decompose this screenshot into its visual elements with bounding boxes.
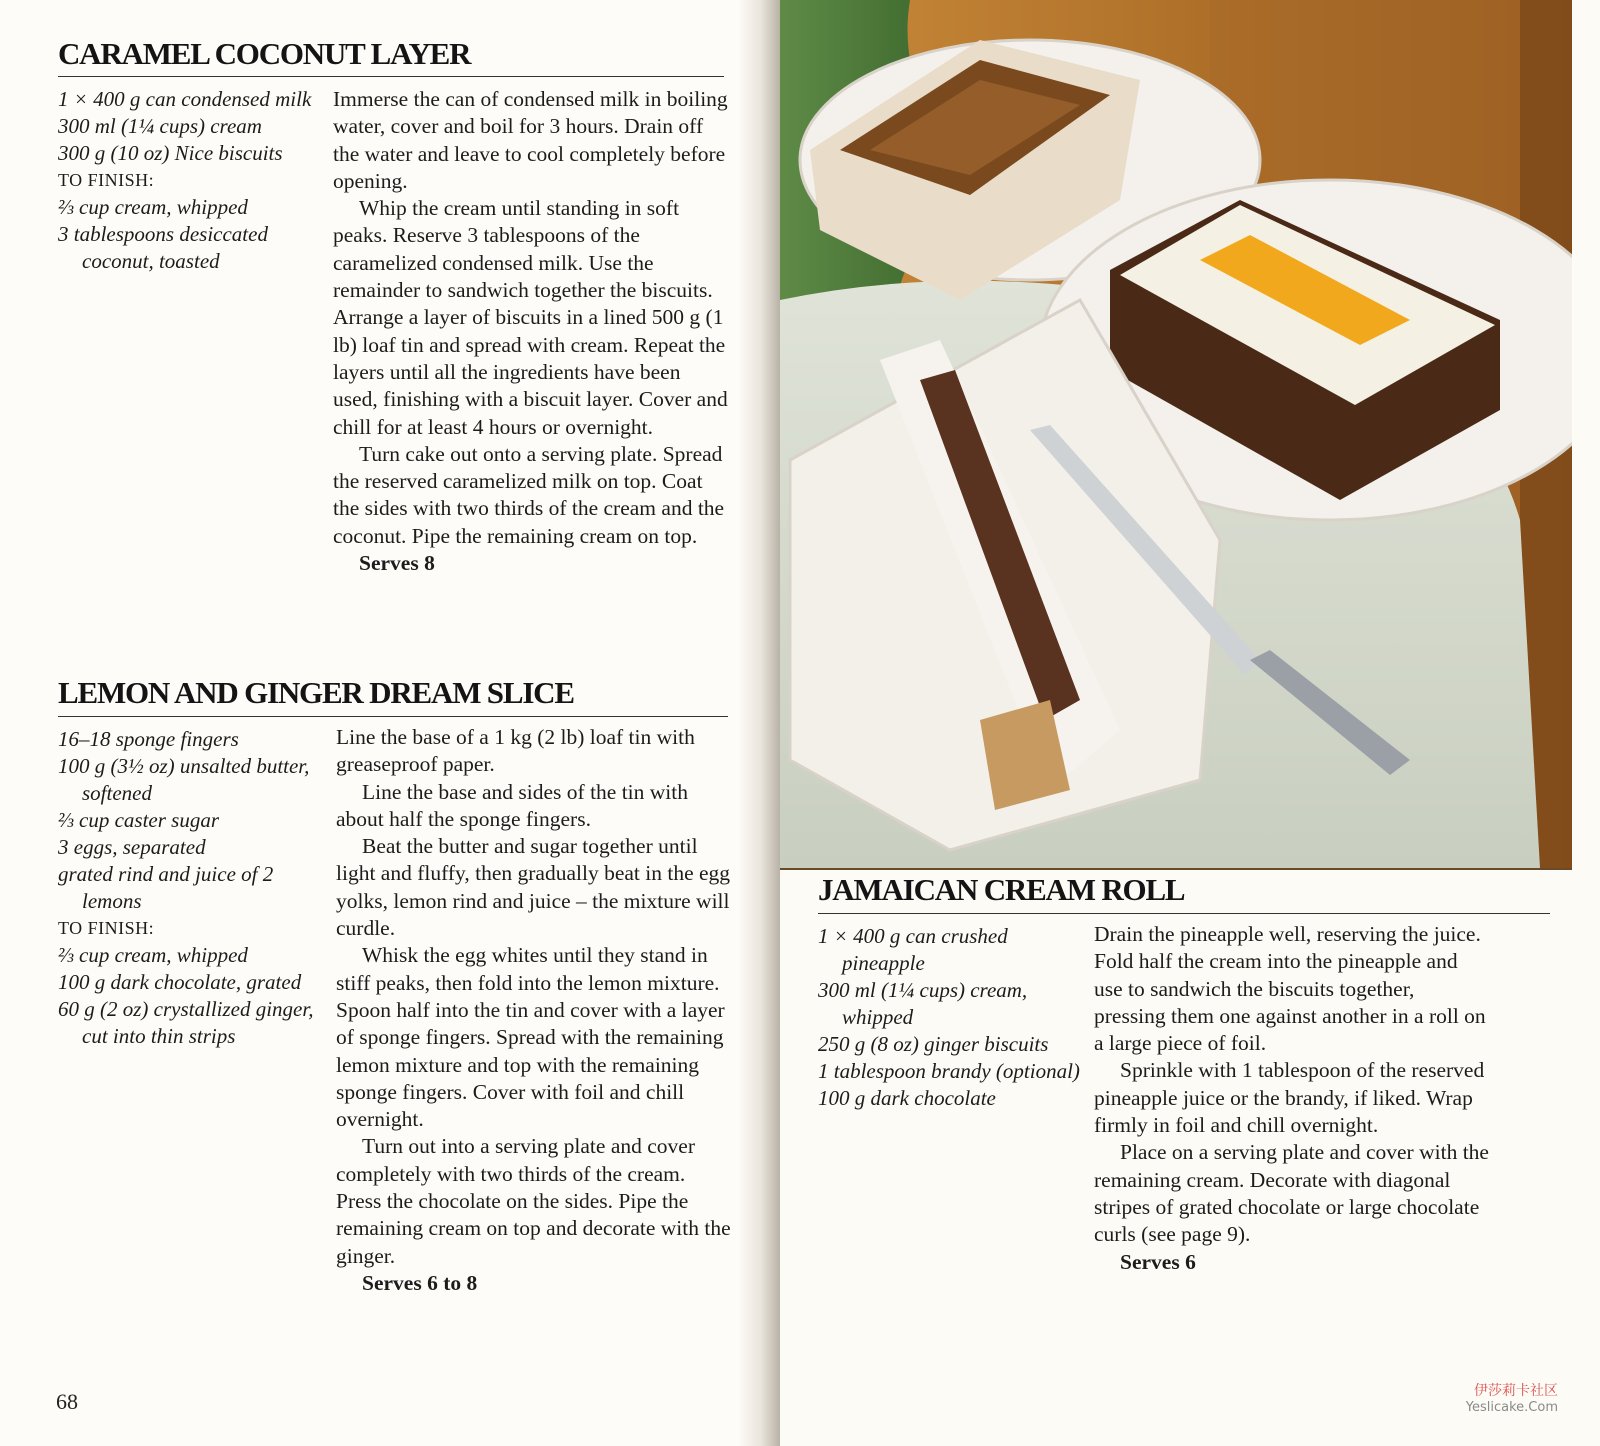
- caramel-recipe-title: CARAMEL COCONUT LAYER: [58, 36, 471, 71]
- lemon-ingredient: 60 g (2 oz) crystallized ginger, cut into thin strips: [58, 997, 314, 1048]
- watermark-chinese: 伊莎莉卡社区: [1474, 1383, 1558, 1399]
- caramel-ingredient: 1 × 400 g can condensed milk: [58, 87, 312, 111]
- caramel-serves: Serves 8: [359, 551, 435, 576]
- lemon-ingredient: 100 g dark chocolate, grated: [58, 970, 302, 994]
- site-watermark: [1466, 1380, 1558, 1415]
- jamaican-method-paragraph: Sprinkle with 1 tablespoon of the reserved pineapple juice or the brandy, if liked. Wrap firmly in foil and chill overnight.: [1094, 1058, 1485, 1138]
- caramel-ingredient: 300 g (10 oz) Nice biscuits: [58, 141, 283, 165]
- lemon-method-paragraph: Line the base of a 1 kg (2 lb) loaf tin with greaseproof paper.: [336, 725, 695, 777]
- caramel-method-paragraph: Turn cake out onto a serving plate. Spread the reserved caramelized milk on top. Coat the sides with two thirds of the cream and the coconut. Pipe the remaining cream on top.: [333, 441, 725, 548]
- lemon-ingredient: 3 eggs, separated: [58, 835, 206, 859]
- jamaican-ingredient-list: [818, 923, 1080, 1112]
- caramel-ingredient: TO FINISH:: [58, 170, 155, 190]
- caramel-ingredient: 3 tablespoons desiccated coconut, toasted: [58, 222, 268, 273]
- lemon-ingredient: ⅔ cup caster sugar: [58, 808, 219, 832]
- caramel-ingredient: ⅔ cup cream, whipped: [58, 195, 248, 219]
- lemon-method-paragraph: Line the base and sides of the tin with about half the sponge fingers.: [336, 779, 689, 831]
- dessert-photo-icon: [780, 0, 1572, 868]
- jamaican-recipe-title: JAMAICAN CREAM ROLL: [818, 872, 1185, 907]
- page-number-left: 68: [56, 1389, 78, 1414]
- caramel-method-paragraph: Immerse the can of condensed milk in boiling water, cover and boil for 3 hours. Drain off the water and leave to cool completely before opening.: [333, 87, 728, 193]
- lemon-recipe-title: LEMON AND GINGER DREAM SLICE: [58, 675, 574, 710]
- jamaican-method-paragraph: Drain the pineapple well, reserving the juice. Fold half the cream into the pineapple and use to sandwich the biscuits together, pressing them one against another in a roll on a large piece of foil.: [1094, 922, 1486, 1056]
- jamaican-method: [1094, 921, 1490, 1276]
- lemon-method-paragraph: Turn out into a serving plate and cover completely with two thirds of the cream. Press the chocolate on the sides. Pipe the remaining cream on top and decorate with the ginger.: [336, 1134, 731, 1268]
- watermark-url: Yeslicake.Com: [1465, 1400, 1558, 1415]
- jamaican-ingredient: 250 g (8 oz) ginger biscuits: [818, 1032, 1049, 1056]
- jamaican-ingredient: 100 g dark chocolate: [818, 1086, 996, 1110]
- lemon-ingredient-list: [58, 726, 320, 1050]
- book-gutter: [738, 0, 780, 1446]
- lemon-method: [336, 724, 734, 1297]
- caramel-method: [333, 86, 729, 577]
- caramel-method-paragraph: Whip the cream until standing in soft peaks. Reserve 3 tablespoons of the caramelized condensed milk. Use the remainder to sandwich together the biscuits. Arrange a layer of biscuits in a lined 500 g (1 lb) loaf tin and spread with cream. Repeat the layers until all the ingredients have been used, finishing with a biscuit layer. Cover and chill for at least 4 hours or overnight.: [333, 196, 728, 439]
- lemon-method-paragraph: Beat the butter and sugar together until light and fluffy, then gradually beat in the egg yolks, lemon rind and juice – the mixture will curdle.: [336, 834, 731, 941]
- lemon-serves: Serves 6 to 8: [362, 1270, 478, 1295]
- caramel-ingredient: 300 ml (1¼ cups) cream: [58, 114, 262, 138]
- jamaican-ingredient: 1 × 400 g can crushed pineapple: [818, 924, 1008, 975]
- lemon-method-paragraph: Whisk the egg whites until they stand in stiff peaks, then fold into the lemon mixture. Spoon half into the tin and cover with a layer of sponge fingers. Spread with the remaining lemon mixture and top with the remaining sponge fingers. Cover with foil and chill overnight.: [336, 943, 725, 1132]
- jamaican-serves: Serves 6: [1120, 1249, 1196, 1274]
- lemon-ingredient: 16–18 sponge fingers: [58, 727, 239, 751]
- dessert-photo: [780, 0, 1572, 870]
- jamaican-ingredient: 1 tablespoon brandy (optional): [818, 1059, 1080, 1083]
- caramel-title-rule: [58, 76, 724, 77]
- jamaican-title-rule: [818, 913, 1550, 914]
- jamaican-method-paragraph: Place on a serving plate and cover with the remaining cream. Decorate with diagonal stripes of grated chocolate or large chocolate curls (see page 9).: [1094, 1140, 1489, 1247]
- jamaican-ingredient: 300 ml (1¼ cups) cream, whipped: [818, 978, 1028, 1029]
- lemon-ingredient: ⅔ cup cream, whipped: [58, 943, 248, 967]
- lemon-ingredient: 100 g (3½ oz) unsalted butter, softened: [58, 754, 310, 805]
- lemon-title-rule: [58, 716, 728, 717]
- lemon-ingredient: TO FINISH:: [58, 918, 155, 938]
- lemon-ingredient: grated rind and juice of 2 lemons: [58, 862, 274, 913]
- caramel-ingredient-list: [58, 86, 318, 275]
